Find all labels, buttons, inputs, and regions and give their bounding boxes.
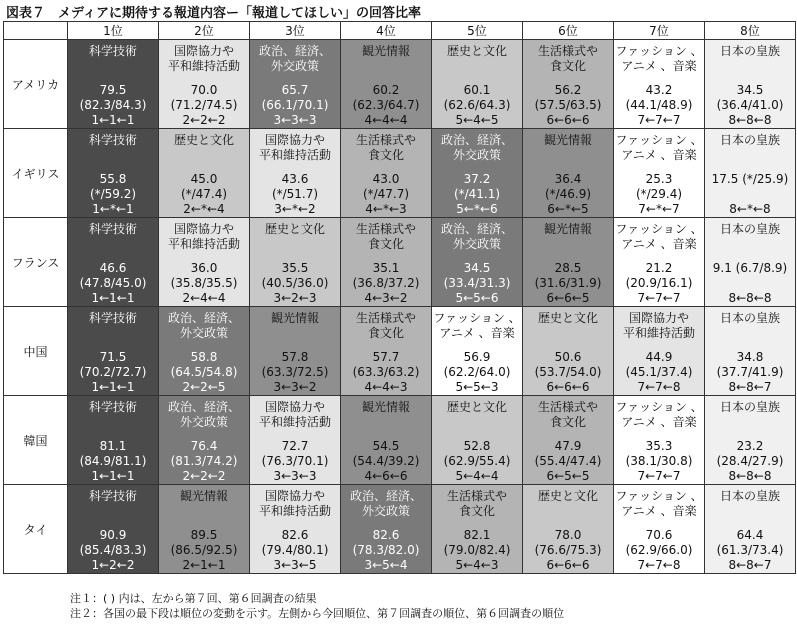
rank-cell bbox=[432, 129, 523, 218]
rank-cell bbox=[341, 129, 432, 218]
category-name: 科学技術 bbox=[88, 222, 137, 236]
category-name: 歴史と文化 bbox=[446, 44, 507, 58]
rank-movement: 1←*←1 bbox=[92, 202, 134, 216]
rank-movement: 3←2←3 bbox=[273, 291, 317, 305]
previous-values: (31.6/31.9) bbox=[534, 276, 602, 290]
category-name: 観光情報 bbox=[361, 44, 410, 58]
previous-values: (*/59.2) bbox=[89, 187, 137, 201]
category-name: 政治、経済、 外交政策 bbox=[167, 400, 240, 429]
current-value: 54.5 bbox=[372, 439, 400, 453]
category-name: 生活様式や 食文化 bbox=[355, 133, 416, 162]
current-value: 43.0 bbox=[372, 172, 400, 186]
previous-values: (62.6/64.3) bbox=[443, 98, 511, 112]
category-name: 科学技術 bbox=[88, 400, 137, 414]
current-value: 89.5 bbox=[190, 528, 218, 542]
current-value: 34.8 bbox=[736, 350, 764, 364]
previous-values: (61.3/73.4) bbox=[716, 543, 784, 557]
category-name: 日本の皇族 bbox=[719, 222, 780, 236]
rank-movement: 3←5←4 bbox=[364, 558, 408, 572]
previous-values: (76.3/70.1) bbox=[261, 454, 329, 468]
previous-values: (57.5/63.5) bbox=[534, 98, 602, 112]
current-value: 60.2 bbox=[372, 83, 400, 97]
figure-title: 図表７ メディアに期待する報道内容ー「報道してほしい」の回答比率 bbox=[6, 6, 421, 21]
country-label: フランス bbox=[4, 218, 68, 307]
category-name: 政治、経済、 外交政策 bbox=[258, 44, 331, 73]
category-name: 国際協力や 平和維持活動 bbox=[167, 222, 240, 251]
previous-values: (45.1/37.4) bbox=[625, 365, 693, 379]
rank-movement: 3←3←5 bbox=[273, 558, 317, 572]
category-name: 観光情報 bbox=[179, 489, 228, 503]
previous-values: (*/51.7) bbox=[271, 187, 319, 201]
current-value: 37.2 bbox=[463, 172, 491, 186]
rank-cell bbox=[705, 40, 796, 129]
rank-movement: 2←2←2 bbox=[182, 113, 226, 127]
rank-movement: 1←1←1 bbox=[91, 469, 135, 483]
previous-values: (62.2/64.0) bbox=[443, 365, 511, 379]
category-name: 日本の皇族 bbox=[719, 311, 780, 325]
category-name: 科学技術 bbox=[88, 133, 137, 147]
rank-cell bbox=[614, 129, 705, 218]
rank-cell bbox=[341, 307, 432, 396]
current-value: 57.7 bbox=[372, 350, 400, 364]
rank-cell bbox=[523, 396, 614, 485]
category-name: 日本の皇族 bbox=[719, 489, 780, 503]
previous-values: (53.7/54.0) bbox=[534, 365, 602, 379]
category-name: 国際協力や 平和維持活動 bbox=[258, 489, 331, 518]
rank-movement: 1←1←1 bbox=[91, 113, 135, 127]
category-name: 生活様式や 食文化 bbox=[355, 311, 416, 340]
rank-movement: 6←6←6 bbox=[546, 113, 590, 127]
rank-cell bbox=[68, 129, 159, 218]
rank-movement: 8←8←8 bbox=[728, 291, 772, 305]
rank-movement: 6←6←6 bbox=[546, 380, 590, 394]
current-value: 70.6 bbox=[645, 528, 673, 542]
table-row bbox=[4, 396, 796, 485]
current-value: 35.3 bbox=[645, 439, 673, 453]
previous-values: (35.8/35.5) bbox=[170, 276, 238, 290]
rank-movement: 2←1←1 bbox=[182, 558, 226, 572]
rank-movement: 4←4←4 bbox=[364, 113, 408, 127]
previous-values: (63.3/72.5) bbox=[261, 365, 329, 379]
previous-values: (47.8/45.0) bbox=[79, 276, 147, 290]
category-name: 歴史と文化 bbox=[173, 133, 234, 147]
rank-cell bbox=[432, 307, 523, 396]
category-name: 観光情報 bbox=[543, 133, 592, 147]
category-name: 観光情報 bbox=[361, 400, 410, 414]
rank-movement: 2←2←2 bbox=[182, 469, 226, 483]
rank-cell bbox=[68, 307, 159, 396]
table-row bbox=[4, 129, 796, 218]
rank-cell bbox=[523, 40, 614, 129]
category-name: 政治、経済、 外交政策 bbox=[440, 133, 513, 162]
rank-movement: 7←7←7 bbox=[637, 113, 681, 127]
current-value: 65.7 bbox=[281, 83, 309, 97]
notes bbox=[70, 591, 564, 621]
rank-movement: 5←5←6 bbox=[455, 291, 499, 305]
category-name: 政治、経済、 外交政策 bbox=[167, 311, 240, 340]
rank-movement: 3←3←2 bbox=[273, 380, 317, 394]
previous-values: (76.6/75.3) bbox=[534, 543, 602, 557]
rank-header: 7位 bbox=[614, 22, 705, 40]
rank-movement: 6←6←6 bbox=[546, 558, 590, 572]
current-value: 81.1 bbox=[99, 439, 127, 453]
rank-cell bbox=[523, 129, 614, 218]
rank-cell bbox=[159, 485, 250, 574]
category-name: 国際協力や 平和維持活動 bbox=[258, 133, 331, 162]
previous-values: (84.9/81.1) bbox=[79, 454, 147, 468]
rank-cell bbox=[614, 485, 705, 574]
rank-cell bbox=[432, 396, 523, 485]
rank-movement: 4←6←6 bbox=[364, 469, 408, 483]
current-value: 43.6 bbox=[281, 172, 309, 186]
category-name: 科学技術 bbox=[88, 311, 137, 325]
rank-cell bbox=[705, 218, 796, 307]
rank-cell bbox=[250, 40, 341, 129]
previous-values: (*/41.1) bbox=[453, 187, 501, 201]
category-name: 歴史と文化 bbox=[537, 311, 598, 325]
previous-values: (62.3/64.7) bbox=[352, 98, 420, 112]
previous-values: (37.7/41.9) bbox=[716, 365, 784, 379]
previous-values: (66.1/70.1) bbox=[261, 98, 329, 112]
rank-cell bbox=[68, 485, 159, 574]
rank-cell bbox=[432, 40, 523, 129]
category-name: ファッション 、 アニメ 、音楽 bbox=[433, 311, 521, 340]
category-name: ファッション 、 アニメ 、音楽 bbox=[615, 133, 703, 162]
rank-cell bbox=[705, 307, 796, 396]
current-value: 25.3 bbox=[645, 172, 673, 186]
rank-header: 5位 bbox=[432, 22, 523, 40]
rank-cell bbox=[705, 129, 796, 218]
current-value: 72.7 bbox=[281, 439, 309, 453]
rank-cell bbox=[159, 396, 250, 485]
rank-movement: 7←*←7 bbox=[638, 202, 680, 216]
current-value: 47.9 bbox=[554, 439, 582, 453]
category-name: 科学技術 bbox=[88, 44, 137, 58]
current-value: 56.2 bbox=[554, 83, 582, 97]
category-name: 政治、経済、 外交政策 bbox=[349, 489, 422, 518]
rank-cell bbox=[341, 40, 432, 129]
rank-movement: 6←*←5 bbox=[547, 202, 589, 216]
rank-header: 1位 bbox=[68, 22, 159, 40]
previous-values: (64.5/54.8) bbox=[170, 365, 238, 379]
previous-values: (*/47.7) bbox=[362, 187, 410, 201]
rank-header: 4位 bbox=[341, 22, 432, 40]
previous-values: (82.3/84.3) bbox=[79, 98, 147, 112]
current-value: 90.9 bbox=[99, 528, 127, 542]
rank-movement: 5←4←3 bbox=[455, 558, 499, 572]
previous-values: (28.4/27.9) bbox=[716, 454, 784, 468]
rank-movement: 5←4←5 bbox=[455, 113, 499, 127]
rank-cell bbox=[432, 218, 523, 307]
category-name: 歴史と文化 bbox=[537, 489, 598, 503]
category-name: 生活様式や 食文化 bbox=[355, 222, 416, 251]
rank-movement: 3←*←2 bbox=[274, 202, 316, 216]
current-value: 78.0 bbox=[554, 528, 582, 542]
rank-cell bbox=[159, 129, 250, 218]
category-name: ファッション 、 アニメ 、音楽 bbox=[615, 400, 703, 429]
rank-cell bbox=[250, 485, 341, 574]
rank-cell bbox=[250, 218, 341, 307]
category-name: ファッション 、 アニメ 、音楽 bbox=[615, 44, 703, 73]
current-value: 36.4 bbox=[554, 172, 582, 186]
country-label: アメリカ bbox=[4, 40, 68, 129]
country-label: タイ bbox=[4, 485, 68, 574]
rank-cell bbox=[159, 218, 250, 307]
rank-cell bbox=[250, 396, 341, 485]
current-value: 70.0 bbox=[190, 83, 218, 97]
category-name: 生活様式や 食文化 bbox=[537, 44, 598, 73]
rank-header: 8位 bbox=[705, 22, 796, 40]
category-name: 科学技術 bbox=[88, 489, 137, 503]
category-name: ファッション 、 アニメ 、音楽 bbox=[615, 489, 703, 518]
rank-movement: 7←7←8 bbox=[637, 558, 681, 572]
rank-cell bbox=[159, 307, 250, 396]
category-name: 国際協力や 平和維持活動 bbox=[622, 311, 695, 340]
current-value: 43.2 bbox=[645, 83, 673, 97]
current-value: 44.9 bbox=[645, 350, 673, 364]
rank-movement: 8←*←8 bbox=[729, 202, 771, 216]
rank-cell bbox=[68, 218, 159, 307]
rank-movement: 8←8←8 bbox=[728, 113, 772, 127]
previous-values: (20.9/16.1) bbox=[625, 276, 693, 290]
rank-cell bbox=[68, 40, 159, 129]
rank-cell bbox=[432, 485, 523, 574]
rank-movement: 2←4←4 bbox=[182, 291, 226, 305]
rank-cell bbox=[523, 307, 614, 396]
rank-cell bbox=[68, 396, 159, 485]
previous-values: (36.8/37.2) bbox=[352, 276, 420, 290]
rank-movement: 5←5←3 bbox=[455, 380, 499, 394]
current-value: 23.2 bbox=[736, 439, 764, 453]
current-value: 50.6 bbox=[554, 350, 582, 364]
rank-cell bbox=[614, 218, 705, 307]
rank-movement: 8←8←7 bbox=[728, 380, 772, 394]
current-value: 52.8 bbox=[463, 439, 491, 453]
category-name: 国際協力や 平和維持活動 bbox=[167, 44, 240, 73]
category-name: ファッション 、 アニメ 、音楽 bbox=[615, 222, 703, 251]
current-value: 56.9 bbox=[463, 350, 491, 364]
current-value: 46.6 bbox=[99, 261, 127, 275]
current-value: 45.0 bbox=[190, 172, 218, 186]
rank-cell bbox=[341, 485, 432, 574]
rank-movement: 4←4←3 bbox=[364, 380, 408, 394]
rank-movement: 3←3←3 bbox=[273, 469, 317, 483]
previous-values: (54.4/39.2) bbox=[352, 454, 420, 468]
current-value: 79.5 bbox=[99, 83, 127, 97]
previous-values: (36.4/41.0) bbox=[716, 98, 784, 112]
corner-cell bbox=[4, 22, 68, 40]
rank-cell bbox=[705, 396, 796, 485]
country-label: 中国 bbox=[4, 307, 68, 396]
rank-cell bbox=[250, 129, 341, 218]
rank-header: 6位 bbox=[523, 22, 614, 40]
rank-cell bbox=[614, 396, 705, 485]
previous-values: (86.5/92.5) bbox=[170, 543, 238, 557]
rank-movement: 2←2←5 bbox=[182, 380, 226, 394]
table-row bbox=[4, 218, 796, 307]
previous-values: (62.9/55.4) bbox=[443, 454, 511, 468]
current-and-previous-value: 9.1 (6.7/8.9) bbox=[712, 261, 788, 275]
previous-values: (70.2/72.7) bbox=[79, 365, 147, 379]
category-name: 国際協力や 平和維持活動 bbox=[258, 400, 331, 429]
previous-values: (33.4/31.3) bbox=[443, 276, 511, 290]
rank-movement: 5←4←4 bbox=[455, 469, 499, 483]
previous-values: (85.4/83.3) bbox=[79, 543, 147, 557]
category-name: 生活様式や 食文化 bbox=[537, 400, 598, 429]
previous-values: (63.3/63.2) bbox=[352, 365, 420, 379]
rank-movement: 1←1←1 bbox=[91, 291, 135, 305]
rank-movement: 7←7←7 bbox=[637, 291, 681, 305]
current-value: 82.6 bbox=[281, 528, 309, 542]
rank-movement: 3←3←3 bbox=[273, 113, 317, 127]
category-name: 歴史と文化 bbox=[446, 400, 507, 414]
note-2: 注２：各国の最下段は順位の変動を示す。左側から今回順位、第７回調査の順位、第６回調査の順位 bbox=[70, 607, 565, 620]
previous-values: (40.5/36.0) bbox=[261, 276, 329, 290]
rank-movement: 7←7←8 bbox=[637, 380, 681, 394]
rank-cell bbox=[341, 396, 432, 485]
previous-values: (38.1/30.8) bbox=[625, 454, 693, 468]
category-name: 生活様式や 食文化 bbox=[446, 489, 507, 518]
rank-movement: 8←8←8 bbox=[728, 469, 772, 483]
rank-movement: 5←*←6 bbox=[456, 202, 498, 216]
rank-movement: 6←6←5 bbox=[546, 291, 590, 305]
rank-movement: 4←3←2 bbox=[364, 291, 408, 305]
current-value: 82.6 bbox=[372, 528, 400, 542]
current-value: 55.8 bbox=[99, 172, 127, 186]
previous-values: (78.3/82.0) bbox=[352, 543, 420, 557]
rank-movement: 7←7←7 bbox=[637, 469, 681, 483]
category-name: 日本の皇族 bbox=[719, 400, 780, 414]
category-name: 日本の皇族 bbox=[719, 44, 780, 58]
rank-cell bbox=[614, 40, 705, 129]
table-body bbox=[4, 40, 796, 574]
header-row bbox=[4, 22, 796, 40]
rank-movement: 8←8←7 bbox=[728, 558, 772, 572]
rank-cell bbox=[159, 40, 250, 129]
category-name: 歴史と文化 bbox=[264, 222, 325, 236]
category-name: 観光情報 bbox=[270, 311, 319, 325]
current-value: 36.0 bbox=[190, 261, 218, 275]
previous-values: (79.4/80.1) bbox=[261, 543, 329, 557]
current-value: 71.5 bbox=[99, 350, 127, 364]
current-value: 34.5 bbox=[463, 261, 491, 275]
current-and-previous-value: 17.5 (*/25.9) bbox=[711, 172, 789, 186]
rank-movement: 1←1←1 bbox=[91, 380, 135, 394]
previous-values: (81.3/74.2) bbox=[170, 454, 238, 468]
current-value: 64.4 bbox=[736, 528, 764, 542]
category-name: 観光情報 bbox=[543, 222, 592, 236]
rank-cell bbox=[614, 307, 705, 396]
current-value: 34.5 bbox=[736, 83, 764, 97]
category-name: 政治、経済、 外交政策 bbox=[440, 222, 513, 251]
note-1: 注１：( ) 内は、左から第７回、第６回調査の結果 bbox=[70, 592, 317, 605]
category-name: 日本の皇族 bbox=[719, 133, 780, 147]
rank-header: 2位 bbox=[159, 22, 250, 40]
current-value: 21.2 bbox=[645, 261, 673, 275]
rank-cell bbox=[523, 485, 614, 574]
rank-movement: 1←2←2 bbox=[91, 558, 135, 572]
rank-cell bbox=[250, 307, 341, 396]
rank-header: 3位 bbox=[250, 22, 341, 40]
current-value: 60.1 bbox=[463, 83, 491, 97]
table-row bbox=[4, 307, 796, 396]
rank-movement: 6←5←5 bbox=[546, 469, 590, 483]
rank-movement: 4←*←3 bbox=[365, 202, 407, 216]
previous-values: (*/46.9) bbox=[544, 187, 592, 201]
response-rate-table bbox=[3, 21, 796, 574]
current-value: 28.5 bbox=[554, 261, 582, 275]
table-row bbox=[4, 485, 796, 574]
rank-movement: 2←*←4 bbox=[183, 202, 225, 216]
rank-cell bbox=[341, 218, 432, 307]
country-label: 韓国 bbox=[4, 396, 68, 485]
current-value: 57.8 bbox=[281, 350, 309, 364]
rank-cell bbox=[705, 485, 796, 574]
previous-values: (*/47.4) bbox=[180, 187, 228, 201]
previous-values: (79.0/82.4) bbox=[443, 543, 511, 557]
current-value: 58.8 bbox=[190, 350, 218, 364]
current-value: 35.1 bbox=[372, 261, 400, 275]
current-value: 82.1 bbox=[463, 528, 491, 542]
table-row bbox=[4, 40, 796, 129]
previous-values: (71.2/74.5) bbox=[170, 98, 238, 112]
previous-values: (*/29.4) bbox=[635, 187, 683, 201]
country-label: イギリス bbox=[4, 129, 68, 218]
previous-values: (55.4/47.4) bbox=[534, 454, 602, 468]
rank-cell bbox=[523, 218, 614, 307]
previous-values: (44.1/48.9) bbox=[625, 98, 693, 112]
current-value: 76.4 bbox=[190, 439, 218, 453]
current-value: 35.5 bbox=[281, 261, 309, 275]
previous-values: (62.9/66.0) bbox=[625, 543, 693, 557]
